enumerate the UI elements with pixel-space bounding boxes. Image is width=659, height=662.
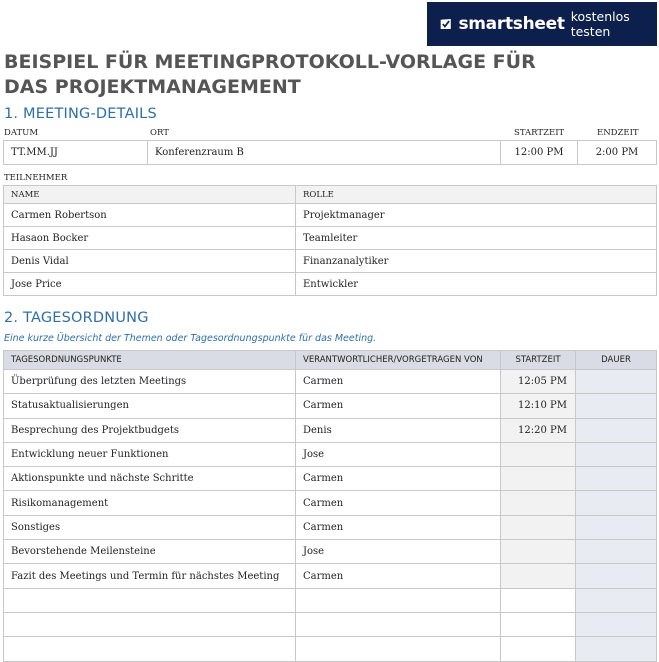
participant-name[interactable]: Jose Price: [4, 273, 296, 296]
agenda-start-time[interactable]: 12:05 PM: [501, 370, 576, 394]
agenda-duration-column-header: DAUER: [576, 351, 657, 370]
agenda-table: [3, 350, 657, 662]
participants-table: [3, 185, 657, 296]
agenda-owner[interactable]: Carmen: [296, 394, 501, 418]
agenda-start-time[interactable]: 12:20 PM: [501, 418, 576, 442]
page-title: BEISPIEL FÜR MEETINGPROTOKOLL-VORLAGE FÜR DAS PROJEKTMANAGEMENT: [4, 51, 536, 98]
agenda-item[interactable]: Entwicklung neuer Funktionen: [4, 442, 296, 466]
agenda-item-column-header: TAGESORDNUNGSPUNKTE: [4, 351, 296, 370]
agenda-owner[interactable]: Carmen: [296, 564, 501, 588]
agenda-duration[interactable]: [576, 418, 657, 442]
table-row: [4, 442, 657, 466]
table-row: [4, 491, 657, 515]
agenda-owner[interactable]: Carmen: [296, 467, 501, 491]
agenda-start-time[interactable]: [501, 612, 576, 636]
date-label: DATUM: [4, 128, 39, 138]
participant-role[interactable]: Teamleiter: [296, 227, 657, 250]
table-row: [4, 612, 657, 636]
banner-brand: smartsheet: [458, 14, 565, 34]
role-column-header: ROLLE: [296, 186, 657, 204]
agenda-owner-column-header: VERANTWORTLICHER/VORGETRAGEN VON: [296, 351, 501, 370]
agenda-start-time[interactable]: [501, 637, 576, 661]
agenda-item[interactable]: Besprechung des Projektbudgets: [4, 418, 296, 442]
agenda-owner[interactable]: Jose: [296, 442, 501, 466]
table-row: [4, 370, 657, 394]
agenda-owner[interactable]: Carmen: [296, 370, 501, 394]
agenda-start-time[interactable]: [501, 491, 576, 515]
participant-name[interactable]: Hasaon Bocker: [4, 227, 296, 250]
meeting-details-row: [4, 141, 657, 165]
agenda-header-row: [4, 351, 657, 370]
agenda-item[interactable]: Risikomanagement: [4, 491, 296, 515]
date-field[interactable]: TT.MM.JJ: [4, 141, 148, 165]
participant-name[interactable]: Carmen Robertson: [4, 204, 296, 227]
agenda-duration[interactable]: [576, 442, 657, 466]
meeting-details-heading: 1. MEETING-DETAILS: [4, 106, 157, 122]
table-row: [4, 204, 657, 227]
agenda-item[interactable]: Aktionspunkte und nächste Schritte: [4, 467, 296, 491]
agenda-start-time[interactable]: [501, 442, 576, 466]
location-label: ORT: [150, 128, 169, 138]
agenda-duration[interactable]: [576, 467, 657, 491]
agenda-item[interactable]: [4, 612, 296, 636]
end-time-field[interactable]: 2:00 PM: [578, 141, 657, 165]
table-row: [4, 394, 657, 418]
agenda-owner[interactable]: [296, 637, 501, 661]
agenda-owner[interactable]: [296, 588, 501, 612]
agenda-start-column-header: STARTZEIT: [501, 351, 576, 370]
agenda-item[interactable]: Sonstiges: [4, 515, 296, 539]
agenda-owner[interactable]: [296, 612, 501, 636]
agenda-description: Eine kurze Übersicht der Themen oder Tagesordnungspunkte für das Meeting.: [4, 333, 377, 344]
table-row: [4, 250, 657, 273]
participant-role[interactable]: Projektmanager: [296, 204, 657, 227]
table-row: [4, 564, 657, 588]
agenda-owner[interactable]: Jose: [296, 540, 501, 564]
agenda-item[interactable]: [4, 588, 296, 612]
agenda-duration[interactable]: [576, 564, 657, 588]
agenda-owner[interactable]: Carmen: [296, 515, 501, 539]
table-row: [4, 540, 657, 564]
smartsheet-banner[interactable]: [427, 2, 657, 46]
agenda-duration[interactable]: [576, 491, 657, 515]
participants-label: TEILNEHMER: [4, 173, 68, 183]
start-time-label: STARTZEIT: [514, 128, 565, 138]
name-column-header: NAME: [4, 186, 296, 204]
agenda-duration[interactable]: [576, 370, 657, 394]
agenda-owner[interactable]: Carmen: [296, 491, 501, 515]
location-field[interactable]: Konferenzraum B: [148, 141, 501, 165]
agenda-start-time[interactable]: [501, 588, 576, 612]
smartsheet-logo-icon: [439, 16, 452, 32]
participant-role[interactable]: Entwickler: [296, 273, 657, 296]
agenda-item[interactable]: Überprüfung des letzten Meetings: [4, 370, 296, 394]
participants-header-row: [4, 186, 657, 204]
table-row: [4, 273, 657, 296]
agenda-start-time[interactable]: 12:10 PM: [501, 394, 576, 418]
agenda-start-time[interactable]: [501, 515, 576, 539]
agenda-duration[interactable]: [576, 394, 657, 418]
table-row: [4, 227, 657, 250]
agenda-start-time[interactable]: [501, 540, 576, 564]
agenda-duration[interactable]: [576, 588, 657, 612]
agenda-owner[interactable]: Denis: [296, 418, 501, 442]
table-row: [4, 418, 657, 442]
participant-role[interactable]: Finanzanalytiker: [296, 250, 657, 273]
table-row: [4, 588, 657, 612]
table-row: [4, 467, 657, 491]
banner-cta[interactable]: kostenlos testen: [570, 9, 630, 39]
agenda-duration[interactable]: [576, 540, 657, 564]
agenda-item[interactable]: Fazit des Meetings und Termin für nächstes Meeting: [4, 564, 296, 588]
participant-name[interactable]: Denis Vidal: [4, 250, 296, 273]
agenda-item[interactable]: Statusaktualisierungen: [4, 394, 296, 418]
agenda-duration[interactable]: [576, 515, 657, 539]
agenda-duration[interactable]: [576, 637, 657, 661]
meeting-details-table: [3, 140, 657, 165]
start-time-field[interactable]: 12:00 PM: [501, 141, 578, 165]
end-time-label: ENDZEIT: [597, 128, 639, 138]
agenda-start-time[interactable]: [501, 467, 576, 491]
agenda-item[interactable]: [4, 637, 296, 661]
table-row: [4, 515, 657, 539]
agenda-start-time[interactable]: [501, 564, 576, 588]
table-row: [4, 637, 657, 661]
agenda-heading: 2. TAGESORDNUNG: [4, 310, 149, 326]
agenda-duration[interactable]: [576, 612, 657, 636]
agenda-item[interactable]: Bevorstehende Meilensteine: [4, 540, 296, 564]
